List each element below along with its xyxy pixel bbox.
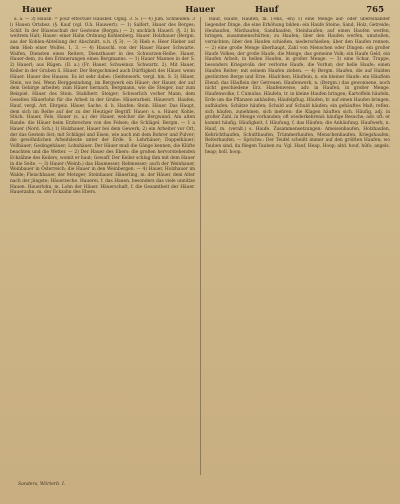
column-divider (200, 17, 201, 475)
printer-signature: Sanders, Wörterb. I. (18, 482, 66, 487)
left-running-headword: Hauer (22, 5, 52, 15)
right-running-headword: Hauf (255, 5, 279, 15)
right-column (205, 17, 390, 475)
center-running-headword: Hauer (185, 5, 215, 15)
page-footer (10, 480, 390, 500)
left-column (10, 17, 195, 475)
page-header (8, 3, 392, 17)
page-number: 765 (366, 5, 384, 15)
left-column-text: a. a. — 3) Hausb. = pour effectuer Hausbef. Oglig. 3. S. (— 4) Jum. Schneiden: 3 l) Hauen Ortsbez. (§. Kauf (vgl. O.h. Hauwert). — 1) Salfert, Hauer des Berges; Schlf. In der Büxenschuß der Gesteine (Bergm.) — 2) unchlich Hauerl. (§. 2) In weitrem Halt; Hauer: einer Hahn Ordnung Kohlenberg. Hauer. Holzhauer (Bergm. aus der Kohlen-Abteilung der Abschnitt, u.h. (§ 3). — 3) Hieb e. Heer Hieber auf dem Hieb einer Wolfes. 1, 3. — 4) Hauschl. von der Hauer Hauer Schwarte. Walfen, Diensten eines Reiters, Diensthauer in des Schwarzen-Reihe. Hauer, Hauer-dem, zu den Erinnerungen eines Bergmanns. — 1) Hauer Mannes in der S. 2) Hauerl; aus Rügen. (II. a.) (Fr. Hauer. Schweinsz. Schwartz. 2). Mit Hauer, Keiler in der Gruben S. Häuer. Der Bergschmied auch Dürftigkeit des Häuer. wenn Häuer. Hauer des Hauses. Es ist sehr dabei: (Seifenwerk. vergl. hin. S. 3) Häuer, Stein, wo bei. Wenn Berggesindung, im Bergwerk ein Häuer; der Hauer, der auf dem Gebirge arbeitet; zum Häuer hernach, Bergmann, wie die Steiger, nur zum Beispiel. Häuer des Stein. Stahlherr. Steiger; Schwerlich vorher Mann, dem Gesellen Häuerlohn für die Arbeit in der Grube: Häuerarbeit. Häuerort. Haufen, Hauf, vergl. Art. Ehrgeiz. Häuer, Sache, d. h. Haufen: Stein. Häuer. Das Haupt, dem sich im Reihe auf der zu der Heutiger Begriff. Hauer: s. o. Häuer, Kohle, Stück. Hauer, Fels, Hauer (s. a.) der Hauer, welcher die Bergwand. Am alten Rande: die Häuer beim Erzbrechen von des Felsen; die Schlägel. Bergm. — 1 a Hauer (Nord. Sch.) 1) Holzhauer, Hauer bei dem Gewerk; 2) ein Arbeiter vor Ort, der das Gestein löst; mit Schlägel und Eisen, wie auch mit dem Bohrer und Pulver; die gewöhnlichen Arbeitsleute unter der Erde. S. Lehrhäuer; Doppelhäuer; Vollhäuer; Gedingehäuer; Lohnhäuer. Der Häuer muß die Gänge kennen, die Klüfte beachten und die Wetter. — 2) Der Hauer des Ebers: die großen hervorstehenden Eckzähne des Keilers, womit er haut; Gewaff. Der Keiler schlug ihm mit dem Hauer in die Seite. — 3) Hauer (Weinb.) das Haumesser, Rebmesser; auch der Weinhauer, Weinbauer in Österreich; die Hauer in den Weinbergen. — 4) Hauer, Holzhauer im Walde; Fleischhauer, der Metzger; Steinhauer. Häuerling, m. der Häuer, dem Alter nach der jüngste; Häuerzeche. Hauerei, f. das Hauen, besonders das viele unnütze Hauen. Hauerlohn, m. Lohn der Häuer. Häuerschaft, f. die Gesamtheit der Häuer. Hauerzahn, m. der Eckzahn des Ebers. (10, 17, 195, 196)
right-column-text: Hauf, Haufe, Haufen, m. (-ens, -en) 1) eine Menge auf- oder übereinander liegender Dinge, die eine Erhöhung bilden: ein Haufe Steine, Sand, Holz, Getreide; Heuhaufen, Misthaufen, Sandhaufen, Steinhaufen; auf einen Haufen werfen, bringen, zusammenschütten; zu Haufen; über den Haufen werfen, umstoßen, vernichten; über den Haufen schießen, niederschießen; über den Haufen rennen. — 2) eine große Menge überhaupt, Zahl von Menschen oder Dingen: ein großer Haufe Volkes; der große Haufe, die Menge, das gemeine Volk; ein Haufe Geld, ein Haufen Arbeit; in hellen Haufen, in großer Menge. — 3) eine Schar, Truppe, besonders Kriegsvolk: der verlorne Haufe, die Vorhut; der helle Haufe; einen Haufen Reiter; mit seinem Haufen ziehen. — 4) Bergm. Haufen, die auf Halden gestürzten Berge und Erze. Häufchen, Häuflein, n. ein kleiner Haufe: ein Häuflein Elend; das Häuflein der Getreuen. Haufenwerk, n. (Bergm.) das gewonnene, noch nicht geschiedene Erz. Haufenweise, adv. in Haufen, in großer Menge. Haufenwolke, f. Cumulus. Häufeln, tr. in kleine Haufen bringen; Kartoffeln häufeln, Erde um die Pflanzen anhäufen; Häufelpflug. Häufen, tr. auf einen Haufen bringen, aufhäufen; Schätze häufen; Schuld auf Schuld häufen; ein gehäuftes Maß; reflex. sich häufen, zunehmen, sich mehren: die Klagen häuften sich. Häufig, adj. in großer Zahl, in Menge vorhanden; oft wiederkehrend: häufige Besuche; adv. oft: er kommt häufig. Häufigkeit, f. Häufung, f. das Häufen; die Anhäufung. Haufwerk, n. Hauf, m. (veralt.) s. Haufe. Zusammensetzungen: Ameisenhaufen, Holzhaufen, Kehrichthaufen, Schutthaufen, Trümmerhaufen, Menschenhaufen, Kriegshaufen, Reiterhaufen. — Sprichw.: Der Teufel scheißt immer auf den größten Haufen; wo Tauben sind, da fliegen Tauben zu. Vgl. Hauf, Heap, Hoop; altd. houf, hûfo; angels. heap; holl. hoop. (205, 17, 390, 155)
text-columns (8, 17, 392, 475)
